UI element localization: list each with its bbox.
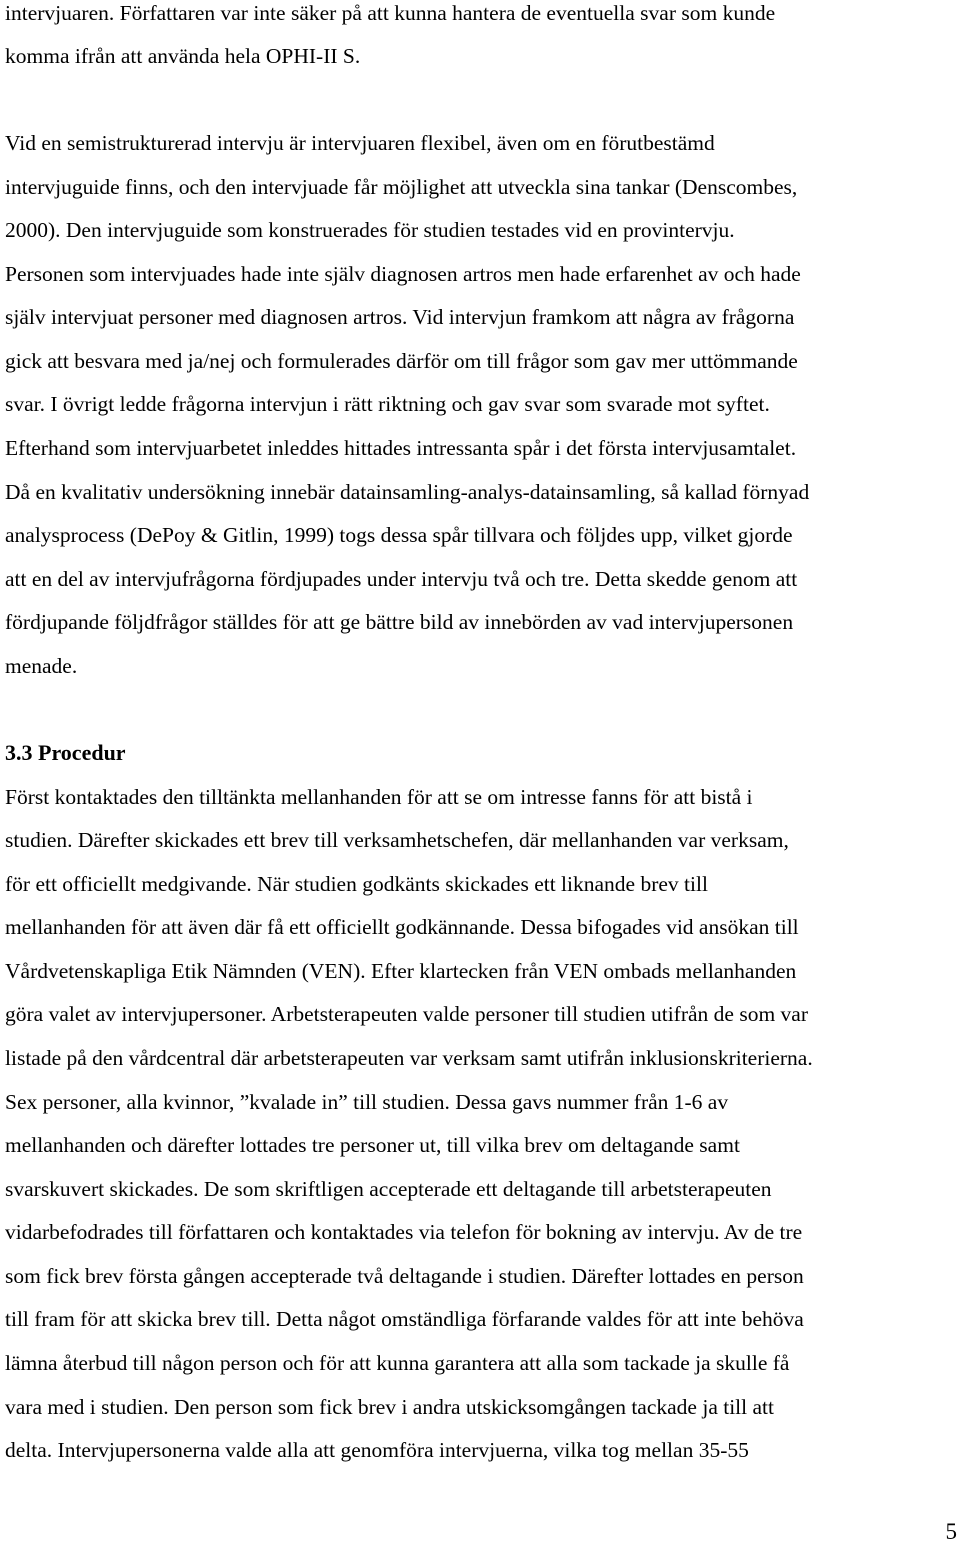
text-line: svarskuvert skickades. De som skriftligen accepterade ett deltagande till arbetsterapeuten: [5, 1177, 772, 1201]
text-line: Först kontaktades den tilltänkta mellanhanden för att se om intresse fanns för att bistå i: [5, 785, 753, 809]
text-line: vidarbefodrades till författaren och kontaktades via telefon för bokning av intervju. Av de tre: [5, 1220, 803, 1244]
text-line: fördjupande följdfrågor ställdes för att ge bättre bild av innebörden av vad intervjupersonen: [5, 610, 794, 634]
text-line: analysprocess (DePoy & Gitlin, 1999) togs dessa spår tillvara och följdes upp, vilket gjorde: [5, 523, 793, 547]
text-line: Vårdvetenskapliga Etik Nämnden (VEN). Efter klartecken från VEN ombads mellanhanden: [5, 959, 797, 983]
text-line: lämna återbud till någon person och för att kunna garantera att alla som tackade ja skulle få: [5, 1351, 790, 1375]
text-line: Sex personer, alla kvinnor, ”kvalade in” till studien. Dessa gavs nummer från 1-6 av: [5, 1090, 729, 1114]
text-line: Vid en semistrukturerad intervju är intervjuaren flexibel, även om en förutbestämd: [5, 131, 715, 155]
text-line: göra valet av intervjupersoner. Arbetsterapeuten valde personer till studien utifrån de som var: [5, 1002, 808, 1026]
text-line: intervjuguide finns, och den intervjuade får möjlighet att utveckla sina tankar (Denscombes,: [5, 175, 798, 199]
text-line: komma ifrån att använda hela OPHI-II S.: [5, 44, 361, 68]
text-line: som fick brev första gången accepterade två deltagande i studien. Därefter lottades en person: [5, 1264, 804, 1288]
page-number: 5: [945, 1519, 957, 1544]
text-line: svar. I övrigt ledde frågorna intervjun i rätt riktning och gav svar som svarade mot syftet.: [5, 392, 770, 416]
text-line: vara med i studien. Den person som fick brev i andra utskicksomgången tackade ja till att: [5, 1395, 774, 1419]
text-line: delta. Intervjupersonerna valde alla att genomföra intervjuerna, vilka tog mellan 35-55: [5, 1438, 749, 1462]
text-line: 2000). Den intervjuguide som konstruerades för studien testades vid en provintervju.: [5, 218, 735, 242]
text-line: intervjuaren. Författaren var inte säker på att kunna hantera de eventuella svar som kunde: [5, 1, 776, 25]
text-line: menade.: [5, 654, 78, 678]
text-line: listade på den vårdcentral där arbetsterapeuten var verksam samt utifrån inklusionskriterierna.: [5, 1046, 813, 1070]
text-line: till fram för att skicka brev till. Detta något omständliga förfarande valdes för att inte behöva: [5, 1307, 804, 1331]
text-line: Efterhand som intervjuarbetet inleddes hittades intressanta spår i det första intervjusamtalet.: [5, 436, 797, 460]
text-line: mellanhanden för att även där få ett officiellt godkännande. Dessa bifogades vid ansökan till: [5, 915, 799, 939]
text-line: att en del av intervjufrågorna fördjupades under intervju två och tre. Detta skedde genom att: [5, 567, 798, 591]
text-line: Då en kvalitativ undersökning innebär datainsamling-analys-datainsamling, så kallad förnyad: [5, 480, 810, 504]
text-line: mellanhanden och därefter lottades tre personer ut, till vilka brev om deltagande samt: [5, 1133, 740, 1157]
section-heading: 3.3 Procedur: [5, 740, 126, 765]
text-line: själv intervjuat personer med diagnosen artros. Vid intervjun framkom att några av frågorna: [5, 305, 795, 329]
text-line: gick att besvara med ja/nej och formulerades därför om till frågor som gav mer uttömmande: [5, 349, 798, 373]
text-line: Personen som intervjuades hade inte själv diagnosen artros men hade erfarenhet av och hade: [5, 262, 801, 286]
text-line: för ett officiellt medgivande. När studien godkänts skickades ett liknande brev till: [5, 872, 708, 896]
text-line: studien. Därefter skickades ett brev till verksamhetschefen, där mellanhanden var verksam,: [5, 828, 789, 852]
